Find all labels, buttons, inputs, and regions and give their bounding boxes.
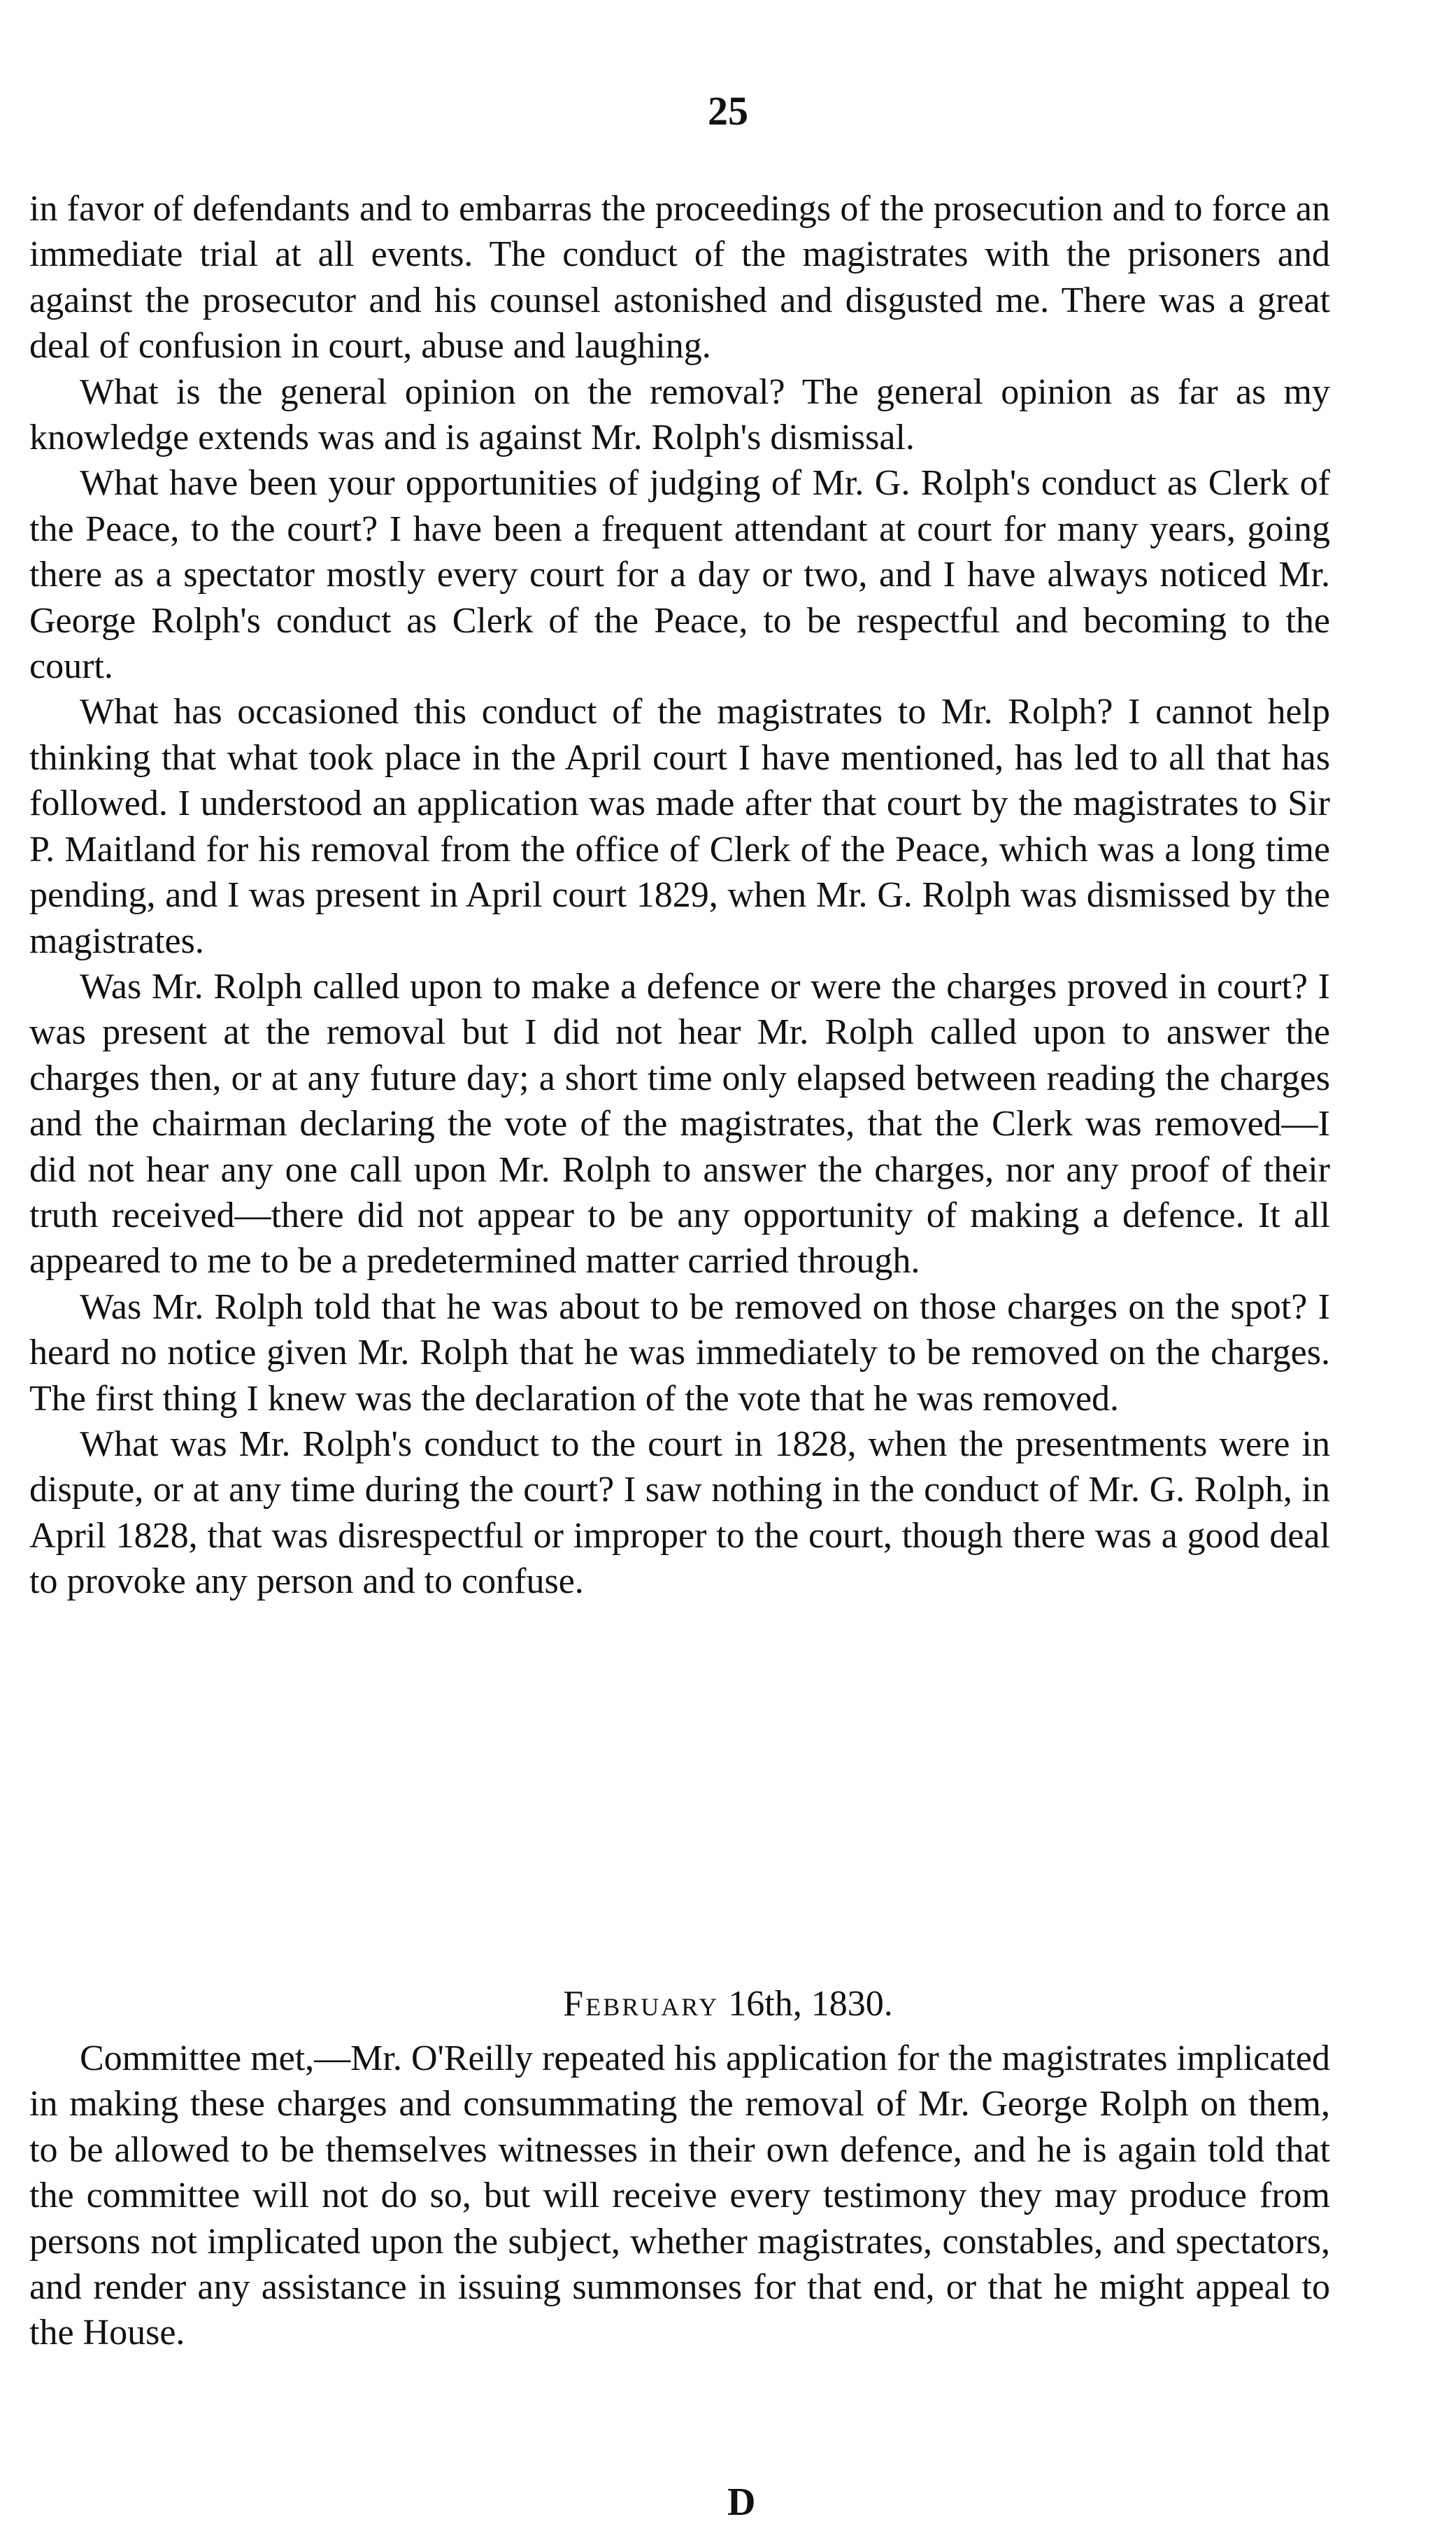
paragraph-committee-met: Committee met,—Mr. O'Reilly repeated his application for the magistrates implicated in making these charges and consummating the removal of Mr. George Rolph on them, to be allowed to be themselves witnesses in their own defence, and he is again told that the committee will not do so, but will receive every testimony they may produce from persons not implicated upon the subject, whether magistrates, constables, and spectators, and render any assistance in issuing summonses for that end, or that he might appeal to the House.	[29, 2038, 1330, 2353]
paragraph-question-notice: Was Mr. Rolph told that he was about to be removed on those charges on the spot? I heard no notice given Mr. Rolph that he was immediately to be removed on the charges. The first thing I knew was the declaration of the vote that he was removed.	[29, 1286, 1330, 1419]
heading-date: 16th, 1830.	[728, 1984, 893, 2024]
page-number: 25	[708, 88, 748, 134]
signature-mark: D	[727, 2481, 756, 2524]
paragraph-question-opportunities: What have been your opportunities of judging of Mr. G. Rolph's conduct as Clerk of the Peace, to the court? I have been a frequent attendant at court for many years, going there as a spectator mostly every court for a day or two, and I have always noticed Mr. George Rolph's conduct as Clerk of the Peace, to be respectful and becoming to the court.	[29, 463, 1330, 687]
heading-month: February	[563, 1984, 720, 2024]
paragraph-continuation: in favor of defendants and to embarras the proceedings of the prosecution and to force an immediate trial at all events. The conduct of the magistrates with the prisoners and against the prosecutor and his counsel astonished and disgusted me. There was a great deal of confusion in court, abuse and laughing.	[29, 189, 1330, 367]
testimony-body	[29, 186, 1330, 1605]
paragraph-question-defence: Was Mr. Rolph called upon to make a defence or were the charges proved in court? I was present at the removal but I did not hear Mr. Rolph called upon to answer the charges then, or at any future day; a short time only elapsed between reading the charges and the chairman declaring the vote of the magistrates, that the Clerk was removed—I did not hear any one call upon Mr. Rolph to answer the charges, nor any proof of their truth received—there did not appear to be any opportunity of making a defence. It all appeared to me to be a predetermined matter carried through.	[29, 966, 1330, 1282]
paragraph-question-occasion: What has occasioned this conduct of the magistrates to Mr. Rolph? I cannot help thinking that what took place in the April court I have mentioned, has led to all that has followed. I understood an application was made after that court by the magistrates to Sir P. Maitland for his removal from the office of Clerk of the Peace, which was a long time pending, and I was present in April court 1829, when Mr. G. Rolph was dismissed by the magistrates.	[29, 692, 1330, 961]
date-heading	[0, 1983, 1456, 2025]
committee-minutes	[29, 2036, 1330, 2356]
paragraph-question-conduct-1828: What was Mr. Rolph's conduct to the court in 1828, when the presentments were in dispute, or at any time during the court? I saw nothing in the conduct of Mr. G. Rolph, in April 1828, that was disrespectful or improper to the court, though there was a good deal to provoke any person and to confuse.	[29, 1424, 1330, 1602]
paragraph-question-general-opinion: What is the general opinion on the removal? The general opinion as far as my knowledge extends was and is against Mr. Rolph's dismissal.	[29, 371, 1330, 458]
